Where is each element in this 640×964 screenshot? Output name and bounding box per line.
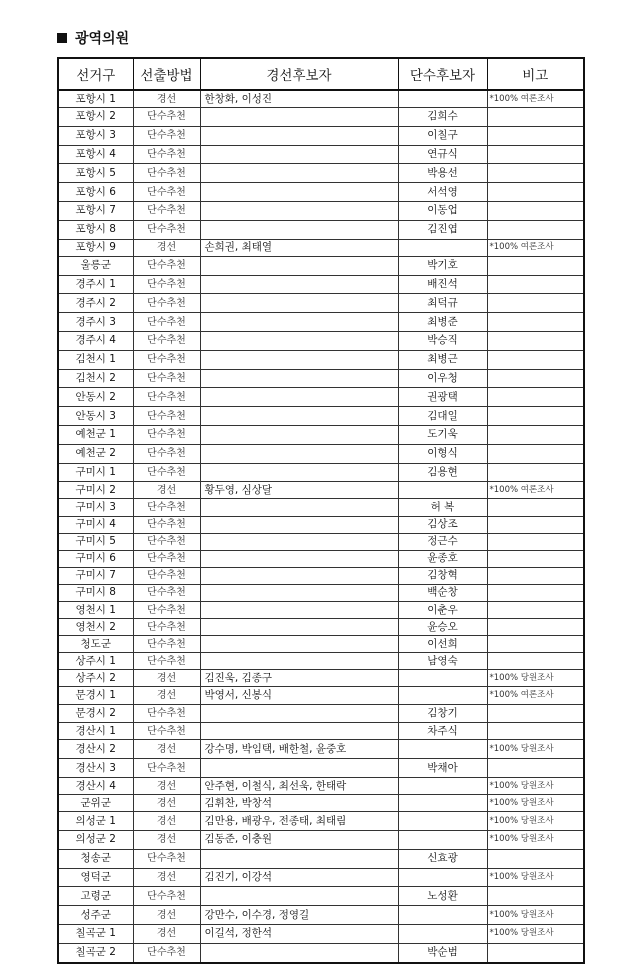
square-bullet-icon xyxy=(57,33,67,43)
note-cell: *100% 당원조사 xyxy=(487,831,584,850)
district-cell: 포항시 1 xyxy=(58,90,133,108)
single-candidate-cell: 남영숙 xyxy=(398,653,487,670)
note-cell xyxy=(487,636,584,653)
note-cell xyxy=(487,567,584,584)
single-candidate-cell: 배진석 xyxy=(398,275,487,294)
single-candidate-cell: 이선희 xyxy=(398,636,487,653)
single-candidate-cell: 정근수 xyxy=(398,533,487,550)
district-cell: 김천시 2 xyxy=(58,369,133,388)
single-candidate-cell xyxy=(398,812,487,831)
note-cell xyxy=(487,275,584,294)
single-candidate-cell: 이형식 xyxy=(398,444,487,463)
contested-candidates-cell xyxy=(200,108,398,127)
district-cell: 경산시 2 xyxy=(58,740,133,759)
section-title-text: 광역의원 xyxy=(75,31,130,47)
single-candidate-cell: 최병근 xyxy=(398,350,487,369)
section-title xyxy=(57,28,129,48)
table-row xyxy=(58,90,584,108)
contested-candidates-cell xyxy=(200,601,398,618)
table-row xyxy=(58,906,584,925)
single-candidate-cell xyxy=(398,670,487,687)
contested-candidates-cell: 강만수, 이수경, 정영길 xyxy=(200,906,398,925)
header-single: 단수후보자 xyxy=(398,58,487,90)
table-row xyxy=(58,407,584,426)
header-method: 선출방법 xyxy=(133,58,200,90)
note-cell xyxy=(487,943,584,962)
note-cell xyxy=(487,350,584,369)
table-header-row xyxy=(58,58,584,90)
single-candidate-cell: 박채아 xyxy=(398,759,487,778)
table-row xyxy=(58,313,584,332)
table-row xyxy=(58,740,584,759)
single-candidate-cell: 허 복 xyxy=(398,499,487,516)
note-cell xyxy=(487,425,584,444)
method-cell: 단수추천 xyxy=(133,369,200,388)
table-row xyxy=(58,444,584,463)
note-cell xyxy=(487,516,584,533)
method-cell: 단수추천 xyxy=(133,407,200,426)
contested-candidates-cell xyxy=(200,849,398,868)
note-cell xyxy=(487,849,584,868)
district-cell: 칠곡군 2 xyxy=(58,943,133,962)
method-cell: 단수추천 xyxy=(133,126,200,145)
district-cell: 포항시 5 xyxy=(58,164,133,183)
single-candidate-cell: 김희수 xyxy=(398,108,487,127)
contested-candidates-cell xyxy=(200,516,398,533)
district-cell: 청도군 xyxy=(58,636,133,653)
contested-candidates-cell xyxy=(200,202,398,221)
district-cell: 의성군 2 xyxy=(58,831,133,850)
method-cell: 경선 xyxy=(133,812,200,831)
table-row xyxy=(58,220,584,239)
method-cell: 단수추천 xyxy=(133,444,200,463)
table-row xyxy=(58,704,584,723)
contested-candidates-cell xyxy=(200,275,398,294)
contested-candidates-cell xyxy=(200,759,398,778)
note-cell xyxy=(487,183,584,202)
contested-candidates-cell xyxy=(200,723,398,740)
district-cell: 포항시 6 xyxy=(58,183,133,202)
district-cell: 구미시 5 xyxy=(58,533,133,550)
table-row xyxy=(58,759,584,778)
method-cell: 단수추천 xyxy=(133,601,200,618)
table-row xyxy=(58,294,584,313)
contested-candidates-cell xyxy=(200,533,398,550)
district-cell: 구미시 4 xyxy=(58,516,133,533)
table-row xyxy=(58,601,584,618)
contested-candidates-cell xyxy=(200,407,398,426)
method-cell: 경선 xyxy=(133,482,200,499)
table-row xyxy=(58,567,584,584)
contested-candidates-cell xyxy=(200,619,398,636)
contested-candidates-cell xyxy=(200,550,398,567)
table-row xyxy=(58,183,584,202)
method-cell: 단수추천 xyxy=(133,164,200,183)
table-row xyxy=(58,670,584,687)
table-row xyxy=(58,202,584,221)
single-candidate-cell: 이칠구 xyxy=(398,126,487,145)
contested-candidates-cell xyxy=(200,350,398,369)
note-cell xyxy=(487,388,584,407)
district-cell: 구미시 7 xyxy=(58,567,133,584)
district-cell: 포항시 7 xyxy=(58,202,133,221)
table-row xyxy=(58,275,584,294)
method-cell: 단수추천 xyxy=(133,331,200,350)
table-row xyxy=(58,482,584,499)
note-cell xyxy=(487,463,584,482)
district-cell: 상주시 2 xyxy=(58,670,133,687)
note-cell xyxy=(487,369,584,388)
district-cell: 예천군 2 xyxy=(58,444,133,463)
contested-candidates-cell xyxy=(200,220,398,239)
method-cell: 단수추천 xyxy=(133,550,200,567)
single-candidate-cell: 권광택 xyxy=(398,388,487,407)
contested-candidates-cell xyxy=(200,313,398,332)
method-cell: 단수추천 xyxy=(133,584,200,601)
method-cell: 단수추천 xyxy=(133,145,200,164)
district-cell: 군위군 xyxy=(58,795,133,812)
note-cell xyxy=(487,256,584,275)
method-cell: 단수추천 xyxy=(133,256,200,275)
note-cell: *100% 당원조사 xyxy=(487,812,584,831)
single-candidate-cell: 박승직 xyxy=(398,331,487,350)
method-cell: 경선 xyxy=(133,795,200,812)
single-candidate-cell: 박용선 xyxy=(398,164,487,183)
method-cell: 단수추천 xyxy=(133,463,200,482)
single-candidate-cell: 백순창 xyxy=(398,584,487,601)
note-cell: *100% 당원조사 xyxy=(487,868,584,887)
method-cell: 단수추천 xyxy=(133,388,200,407)
contested-candidates-cell xyxy=(200,369,398,388)
contested-candidates-cell xyxy=(200,425,398,444)
single-candidate-cell xyxy=(398,906,487,925)
district-cell: 성주군 xyxy=(58,906,133,925)
single-candidate-cell: 김진엽 xyxy=(398,220,487,239)
single-candidate-cell: 김창기 xyxy=(398,704,487,723)
table-row xyxy=(58,145,584,164)
district-cell: 경주시 2 xyxy=(58,294,133,313)
contested-candidates-cell xyxy=(200,653,398,670)
method-cell: 단수추천 xyxy=(133,723,200,740)
single-candidate-cell: 최덕규 xyxy=(398,294,487,313)
note-cell: *100% 당원조사 xyxy=(487,740,584,759)
note-cell: *100% 당원조사 xyxy=(487,795,584,812)
district-cell: 구미시 2 xyxy=(58,482,133,499)
contested-candidates-cell: 김동준, 이충원 xyxy=(200,831,398,850)
district-cell: 의성군 1 xyxy=(58,812,133,831)
note-cell xyxy=(487,108,584,127)
note-cell: *100% 당원조사 xyxy=(487,670,584,687)
table-row xyxy=(58,388,584,407)
district-cell: 구미시 1 xyxy=(58,463,133,482)
table-row xyxy=(58,516,584,533)
single-candidate-cell: 서석영 xyxy=(398,183,487,202)
table-row xyxy=(58,795,584,812)
note-cell: *100% 여론조사 xyxy=(487,90,584,108)
single-candidate-cell: 차주식 xyxy=(398,723,487,740)
contested-candidates-cell xyxy=(200,331,398,350)
contested-candidates-cell: 안주현, 이철식, 최선욱, 한태락 xyxy=(200,778,398,795)
district-cell: 청송군 xyxy=(58,849,133,868)
single-candidate-cell: 김상조 xyxy=(398,516,487,533)
district-cell: 김천시 1 xyxy=(58,350,133,369)
district-cell: 포항시 4 xyxy=(58,145,133,164)
method-cell: 단수추천 xyxy=(133,350,200,369)
district-cell: 경주시 4 xyxy=(58,331,133,350)
table-row xyxy=(58,425,584,444)
contested-candidates-cell: 김진기, 이강석 xyxy=(200,868,398,887)
district-cell: 영천시 1 xyxy=(58,601,133,618)
contested-candidates-cell xyxy=(200,256,398,275)
single-candidate-cell: 이춘우 xyxy=(398,601,487,618)
note-cell xyxy=(487,294,584,313)
district-cell: 울릉군 xyxy=(58,256,133,275)
method-cell: 단수추천 xyxy=(133,499,200,516)
single-candidate-cell xyxy=(398,831,487,850)
table-row xyxy=(58,256,584,275)
single-candidate-cell xyxy=(398,687,487,704)
method-cell: 경선 xyxy=(133,740,200,759)
contested-candidates-cell xyxy=(200,294,398,313)
candidate-table xyxy=(57,57,585,964)
district-cell: 안동시 3 xyxy=(58,407,133,426)
table-row xyxy=(58,619,584,636)
contested-candidates-cell xyxy=(200,126,398,145)
contested-candidates-cell xyxy=(200,164,398,183)
single-candidate-cell: 윤승오 xyxy=(398,619,487,636)
contested-candidates-cell: 강수명, 박임택, 배한철, 윤중호 xyxy=(200,740,398,759)
table-row xyxy=(58,369,584,388)
contested-candidates-cell: 박영서, 신봉식 xyxy=(200,687,398,704)
contested-candidates-cell: 손희권, 최태열 xyxy=(200,239,398,256)
table-row xyxy=(58,943,584,962)
contested-candidates-cell: 김만용, 배광우, 전종태, 최태림 xyxy=(200,812,398,831)
contested-candidates-cell xyxy=(200,388,398,407)
contested-candidates-cell xyxy=(200,145,398,164)
contested-candidates-cell xyxy=(200,463,398,482)
district-cell: 포항시 3 xyxy=(58,126,133,145)
contested-candidates-cell xyxy=(200,636,398,653)
header-note: 비고 xyxy=(487,58,584,90)
single-candidate-cell xyxy=(398,90,487,108)
single-candidate-cell xyxy=(398,482,487,499)
note-cell: *100% 당원조사 xyxy=(487,906,584,925)
single-candidate-cell xyxy=(398,925,487,944)
method-cell: 단수추천 xyxy=(133,887,200,906)
method-cell: 경선 xyxy=(133,831,200,850)
single-candidate-cell xyxy=(398,239,487,256)
method-cell: 단수추천 xyxy=(133,636,200,653)
table-row xyxy=(58,812,584,831)
method-cell: 단수추천 xyxy=(133,294,200,313)
note-cell xyxy=(487,533,584,550)
contested-candidates-cell: 황두영, 심상달 xyxy=(200,482,398,499)
method-cell: 경선 xyxy=(133,906,200,925)
note-cell: *100% 당원조사 xyxy=(487,778,584,795)
single-candidate-cell: 이우청 xyxy=(398,369,487,388)
note-cell xyxy=(487,887,584,906)
note-cell xyxy=(487,550,584,567)
district-cell: 문경시 2 xyxy=(58,704,133,723)
note-cell xyxy=(487,220,584,239)
method-cell: 단수추천 xyxy=(133,108,200,127)
district-cell: 포항시 8 xyxy=(58,220,133,239)
note-cell xyxy=(487,145,584,164)
method-cell: 단수추천 xyxy=(133,220,200,239)
contested-candidates-cell: 김진욱, 김종구 xyxy=(200,670,398,687)
table-row xyxy=(58,550,584,567)
table-row xyxy=(58,239,584,256)
method-cell: 단수추천 xyxy=(133,183,200,202)
single-candidate-cell xyxy=(398,778,487,795)
single-candidate-cell xyxy=(398,868,487,887)
note-cell xyxy=(487,126,584,145)
note-cell: *100% 여론조사 xyxy=(487,239,584,256)
method-cell: 단수추천 xyxy=(133,425,200,444)
note-cell xyxy=(487,202,584,221)
contested-candidates-cell: 이길석, 정한석 xyxy=(200,925,398,944)
table-row xyxy=(58,723,584,740)
note-cell xyxy=(487,499,584,516)
table-row xyxy=(58,653,584,670)
method-cell: 단수추천 xyxy=(133,653,200,670)
contested-candidates-cell: 김휘찬, 박창석 xyxy=(200,795,398,812)
note-cell xyxy=(487,723,584,740)
table-body xyxy=(58,90,584,963)
single-candidate-cell: 신효광 xyxy=(398,849,487,868)
method-cell: 단수추천 xyxy=(133,533,200,550)
single-candidate-cell: 이동업 xyxy=(398,202,487,221)
note-cell xyxy=(487,164,584,183)
method-cell: 경선 xyxy=(133,239,200,256)
note-cell xyxy=(487,331,584,350)
method-cell: 단수추천 xyxy=(133,516,200,533)
district-cell: 칠곡군 1 xyxy=(58,925,133,944)
single-candidate-cell: 박순범 xyxy=(398,943,487,962)
method-cell: 단수추천 xyxy=(133,275,200,294)
single-candidate-cell: 연규식 xyxy=(398,145,487,164)
contested-candidates-cell xyxy=(200,704,398,723)
contested-candidates-cell xyxy=(200,584,398,601)
note-cell: *100% 여론조사 xyxy=(487,482,584,499)
table-row xyxy=(58,533,584,550)
method-cell: 경선 xyxy=(133,868,200,887)
single-candidate-cell: 김창혁 xyxy=(398,567,487,584)
method-cell: 단수추천 xyxy=(133,759,200,778)
table-row xyxy=(58,887,584,906)
contested-candidates-cell xyxy=(200,887,398,906)
note-cell xyxy=(487,601,584,618)
district-cell: 경산시 1 xyxy=(58,723,133,740)
table-row xyxy=(58,331,584,350)
method-cell: 경선 xyxy=(133,925,200,944)
single-candidate-cell: 김용현 xyxy=(398,463,487,482)
district-cell: 포항시 9 xyxy=(58,239,133,256)
single-candidate-cell: 김대일 xyxy=(398,407,487,426)
table-row xyxy=(58,584,584,601)
table-row xyxy=(58,831,584,850)
table-row xyxy=(58,463,584,482)
contested-candidates-cell xyxy=(200,444,398,463)
single-candidate-cell: 노성환 xyxy=(398,887,487,906)
single-candidate-cell xyxy=(398,740,487,759)
district-cell: 경산시 4 xyxy=(58,778,133,795)
note-cell xyxy=(487,759,584,778)
note-cell: *100% 여론조사 xyxy=(487,687,584,704)
table-row xyxy=(58,868,584,887)
note-cell xyxy=(487,653,584,670)
contested-candidates-cell xyxy=(200,499,398,516)
method-cell: 단수추천 xyxy=(133,313,200,332)
table-row xyxy=(58,636,584,653)
district-cell: 영천시 2 xyxy=(58,619,133,636)
contested-candidates-cell xyxy=(200,567,398,584)
method-cell: 단수추천 xyxy=(133,619,200,636)
note-cell xyxy=(487,619,584,636)
method-cell: 단수추천 xyxy=(133,567,200,584)
table-row xyxy=(58,778,584,795)
table-row xyxy=(58,164,584,183)
method-cell: 경선 xyxy=(133,687,200,704)
method-cell: 경선 xyxy=(133,90,200,108)
method-cell: 경선 xyxy=(133,670,200,687)
table-row xyxy=(58,108,584,127)
single-candidate-cell xyxy=(398,795,487,812)
header-contested: 경선후보자 xyxy=(200,58,398,90)
table-row xyxy=(58,687,584,704)
method-cell: 단수추천 xyxy=(133,704,200,723)
contested-candidates-cell xyxy=(200,943,398,962)
table-row xyxy=(58,126,584,145)
method-cell: 경선 xyxy=(133,778,200,795)
district-cell: 예천군 1 xyxy=(58,425,133,444)
header-district: 선거구 xyxy=(58,58,133,90)
note-cell xyxy=(487,407,584,426)
district-cell: 경산시 3 xyxy=(58,759,133,778)
note-cell xyxy=(487,313,584,332)
single-candidate-cell: 박기호 xyxy=(398,256,487,275)
note-cell: *100% 당원조사 xyxy=(487,925,584,944)
method-cell: 단수추천 xyxy=(133,943,200,962)
contested-candidates-cell xyxy=(200,183,398,202)
district-cell: 경주시 1 xyxy=(58,275,133,294)
contested-candidates-cell: 한창화, 이성진 xyxy=(200,90,398,108)
note-cell xyxy=(487,584,584,601)
district-cell: 상주시 1 xyxy=(58,653,133,670)
district-cell: 구미시 3 xyxy=(58,499,133,516)
note-cell xyxy=(487,704,584,723)
district-cell: 경주시 3 xyxy=(58,313,133,332)
district-cell: 안동시 2 xyxy=(58,388,133,407)
table-row xyxy=(58,350,584,369)
district-cell: 고령군 xyxy=(58,887,133,906)
method-cell: 단수추천 xyxy=(133,202,200,221)
single-candidate-cell: 윤종호 xyxy=(398,550,487,567)
single-candidate-cell: 도기욱 xyxy=(398,425,487,444)
district-cell: 구미시 6 xyxy=(58,550,133,567)
table-row xyxy=(58,849,584,868)
district-cell: 구미시 8 xyxy=(58,584,133,601)
district-cell: 포항시 2 xyxy=(58,108,133,127)
single-candidate-cell: 최병준 xyxy=(398,313,487,332)
method-cell: 단수추천 xyxy=(133,849,200,868)
district-cell: 문경시 1 xyxy=(58,687,133,704)
district-cell: 영덕군 xyxy=(58,868,133,887)
table-row xyxy=(58,499,584,516)
table-row xyxy=(58,925,584,944)
note-cell xyxy=(487,444,584,463)
